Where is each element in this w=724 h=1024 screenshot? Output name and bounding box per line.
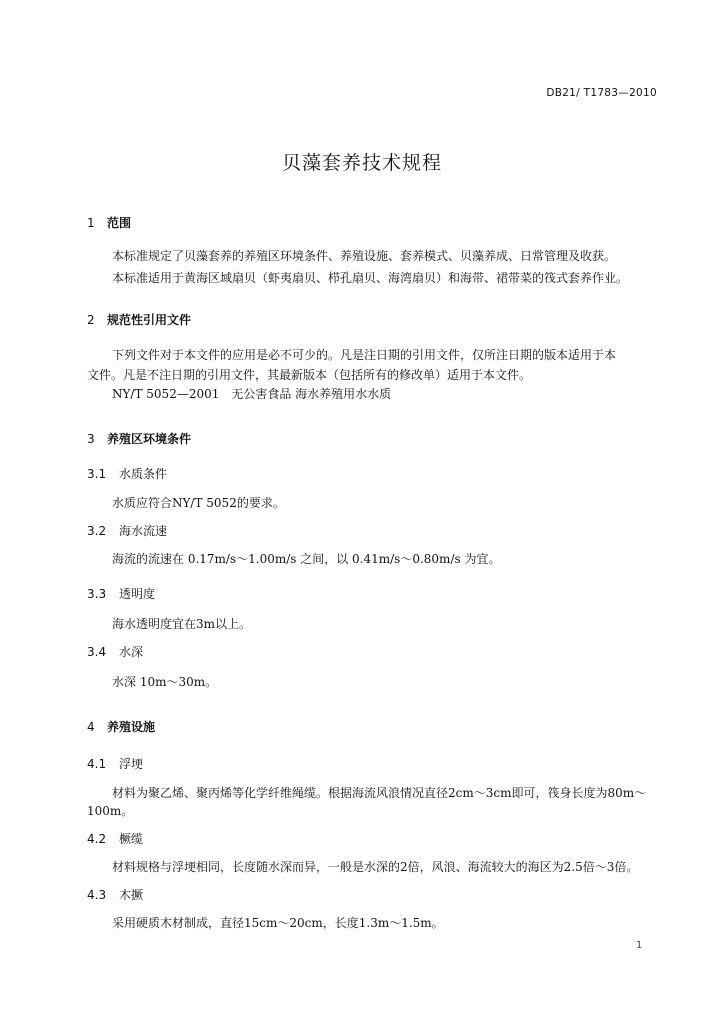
subsection-3-2-heading: [87, 522, 167, 539]
document-title: 贝藻套养技术规程: [281, 152, 442, 174]
subsection-3-1-paragraph: 水质应符合NY/T 5052的要求。: [112, 496, 285, 510]
section-number: 1: [87, 216, 95, 230]
subsection-number: 3.2: [87, 524, 107, 538]
section-title: 养殖区环境条件: [107, 432, 192, 446]
subsection-title: 海水流速: [119, 524, 168, 538]
subsection-number: 3.3: [87, 587, 107, 601]
subsection-number: 4.2: [87, 832, 107, 846]
subsection-4-3-paragraph: 采用硬质木材制成，直径15cm～20cm，长度1.3m～1.5m。: [112, 916, 444, 930]
subsection-4-1-paragraph-line-2: 100m。: [87, 804, 134, 818]
section-4-heading: [87, 718, 155, 735]
section-1-paragraph-1: 本标准规定了贝藻套养的养殖区环境条件、养殖设施、套养模式、贝藻养成、日常管理及收获。: [112, 249, 617, 263]
subsection-4-2-heading: [87, 830, 143, 847]
normative-reference: NY/T 5052—2001 无公害食品 海水养殖用水水质: [112, 387, 392, 401]
subsection-number: 4.1: [87, 757, 107, 771]
subsection-number: 3.4: [87, 645, 107, 659]
subsection-4-1-paragraph-line-1: 材料为聚乙烯、聚丙烯等化学纤维绳缆。根据海流风浪情况直径2cm～3cm即可，筏身长度为80m～: [112, 786, 647, 800]
subsection-3-3-paragraph: 海水透明度宜在3m以上。: [112, 617, 252, 631]
section-number: 3: [87, 432, 95, 446]
section-1-paragraph-2: 本标准适用于黄海区域扇贝（虾夷扇贝、栉孔扇贝、海湾扇贝）和海带、裙带菜的筏式套养作业。: [112, 271, 629, 285]
subsection-3-4-heading: [87, 643, 143, 660]
subsection-number: 3.1: [87, 467, 107, 481]
section-1-heading: [87, 214, 131, 231]
subsection-number: 4.3: [87, 888, 107, 902]
standard-number: DB21/ T1783—2010: [546, 87, 657, 99]
subsection-4-3-heading: [87, 886, 143, 903]
section-2-paragraph-line-1: 下列文件对于本文件的应用是必不可少的。凡是注日期的引用文件，仅所注日期的版本适用于本: [112, 348, 617, 362]
subsection-3-1-heading: [87, 465, 167, 482]
section-2-paragraph-line-2: 文件。凡是不注日期的引用文件，其最新版本（包括所有的修改单）适用于本文件。: [87, 368, 532, 382]
section-title: 规范性引用文件: [107, 313, 192, 327]
section-title: 养殖设施: [107, 720, 156, 734]
page-number: 1: [636, 940, 643, 951]
subsection-title: 水质条件: [119, 467, 168, 481]
section-2-heading: [87, 311, 191, 328]
section-title: 范围: [107, 216, 132, 230]
subsection-4-1-heading: [87, 755, 143, 772]
subsection-title: 橛缆: [119, 832, 144, 846]
subsection-title: 水深: [119, 645, 144, 659]
subsection-3-2-paragraph: 海流的流速在 0.17m/s～1.00m/s 之间，以 0.41m/s～0.80m/s 为宜。: [112, 552, 501, 566]
section-3-heading: [87, 430, 191, 447]
subsection-3-4-paragraph: 水深 10m～30m。: [112, 675, 218, 689]
subsection-title: 浮埂: [119, 757, 144, 771]
subsection-title: 透明度: [119, 587, 156, 601]
section-number: 2: [87, 313, 95, 327]
subsection-title: 木撅: [119, 888, 144, 902]
section-number: 4: [87, 720, 95, 734]
subsection-4-2-paragraph: 材料规格与浮埂相同，长度随水深而异，一般是水深的2倍，风浪、海流较大的海区为2.5倍～3倍。: [112, 860, 639, 874]
subsection-3-3-heading: [87, 585, 155, 602]
